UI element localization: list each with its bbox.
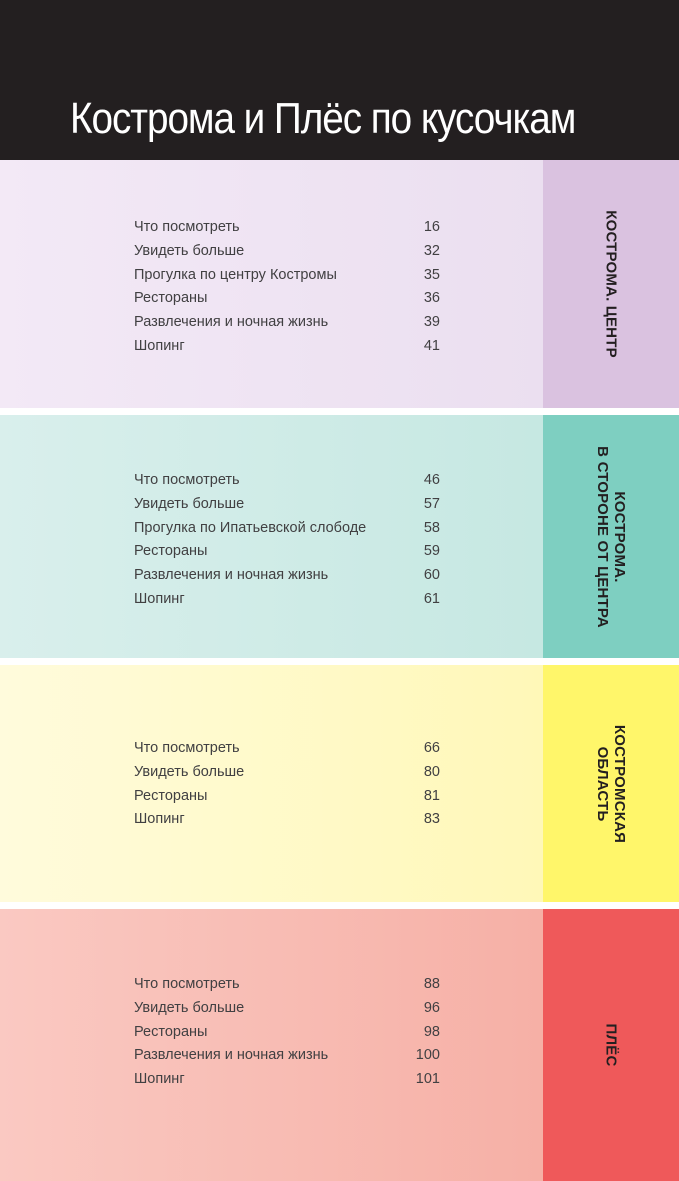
toc-item-page: 81	[423, 787, 440, 804]
toc-item-label: Увидеть больше	[134, 999, 245, 1016]
toc-item-page: 96	[423, 999, 440, 1016]
toc-list	[134, 216, 440, 359]
toc-item-label: Рестораны	[134, 787, 208, 804]
toc-item-page: 39	[423, 314, 440, 331]
toc-item-page: 32	[423, 242, 440, 259]
toc-item-label: Шопинг	[134, 811, 185, 828]
section-tab-label	[594, 724, 628, 842]
toc-item[interactable]	[134, 1021, 440, 1045]
toc-item[interactable]	[134, 469, 440, 493]
toc-list	[134, 973, 440, 1092]
toc-item[interactable]	[134, 264, 440, 288]
toc-item-label: Увидеть больше	[134, 495, 245, 512]
toc-item-label: Шопинг	[134, 590, 185, 607]
toc-item[interactable]	[134, 564, 440, 588]
toc-item-page: 80	[423, 763, 440, 780]
toc-item[interactable]	[134, 517, 440, 541]
toc-item[interactable]	[134, 588, 440, 612]
toc-item[interactable]	[134, 240, 440, 264]
section-ples	[0, 909, 679, 1181]
tab-label-line: ОБЛАСТЬ	[594, 746, 611, 821]
header-bar	[0, 0, 679, 160]
section-kostroma-center	[0, 160, 679, 408]
toc-item[interactable]	[134, 1068, 440, 1092]
toc-list	[134, 737, 440, 832]
tab-label-line: КОСТРОМСКАЯ	[611, 724, 628, 843]
tab-label-line: ПЛЁС	[602, 1023, 620, 1067]
toc-item[interactable]	[134, 808, 440, 832]
section-tab[interactable]	[543, 160, 679, 408]
toc-item-page: 35	[423, 266, 440, 283]
toc-item-page: 66	[423, 740, 440, 756]
toc-item-page: 59	[423, 543, 440, 560]
toc-item-label: Развлечения и ночная жизнь	[134, 567, 329, 584]
section-body	[0, 415, 543, 658]
toc-item-page: 16	[423, 219, 440, 235]
toc-item-page: 100	[415, 1047, 440, 1064]
toc-item-page: 36	[423, 290, 440, 307]
toc-item-label: Что посмотреть	[134, 976, 240, 992]
toc-item-label: Что посмотреть	[134, 219, 240, 235]
tab-label-line: КОСТРОМА.	[611, 490, 628, 583]
section-body	[0, 909, 543, 1181]
toc-item-label: Прогулка по Ипатьевской слободе	[134, 519, 367, 536]
toc-item-page: 98	[423, 1023, 440, 1040]
toc-item-page: 61	[423, 590, 440, 607]
toc-item-page: 88	[423, 976, 440, 992]
section-tab[interactable]	[543, 415, 679, 658]
section-body	[0, 160, 543, 408]
toc-item-label: Увидеть больше	[134, 242, 245, 259]
toc-item[interactable]	[134, 785, 440, 809]
section-tab[interactable]	[543, 909, 679, 1181]
section-kostroma-region	[0, 665, 679, 902]
section-tab-label	[603, 1024, 620, 1067]
tab-label-line: В СТОРОНЕ ОТ ЦЕНТРА	[594, 445, 611, 628]
section-tab[interactable]	[543, 665, 679, 902]
toc-item-label: Увидеть больше	[134, 763, 245, 780]
toc-item-label: Шопинг	[134, 337, 185, 354]
toc-item[interactable]	[134, 1044, 440, 1068]
page-title: Кострома и Плёс по кусочкам	[70, 94, 576, 143]
toc-item-label: Шопинг	[134, 1071, 185, 1088]
toc-item-label: Прогулка по центру Костромы	[134, 266, 337, 283]
tab-label-line: КОСТРОМА. ЦЕНТР	[602, 210, 620, 358]
toc-item[interactable]	[134, 973, 440, 997]
section-kostroma-outskirts	[0, 415, 679, 658]
toc-item-label: Развлечения и ночная жизнь	[134, 314, 329, 331]
toc-item-page: 57	[423, 495, 440, 512]
toc-item-page: 101	[415, 1071, 440, 1088]
toc-item[interactable]	[134, 335, 440, 359]
toc-item[interactable]	[134, 493, 440, 517]
toc-list	[134, 469, 440, 612]
toc-item[interactable]	[134, 311, 440, 335]
toc-item-label: Развлечения и ночная жизнь	[134, 1047, 329, 1064]
toc-item-page: 60	[423, 567, 440, 584]
toc-item[interactable]	[134, 997, 440, 1021]
toc-item-page: 46	[423, 472, 440, 488]
toc-item[interactable]	[134, 761, 440, 785]
toc-item-page: 58	[423, 519, 440, 536]
section-body	[0, 665, 543, 902]
toc-item-label: Рестораны	[134, 1023, 208, 1040]
toc-item[interactable]	[134, 737, 440, 761]
toc-item-label: Рестораны	[134, 543, 208, 560]
toc-item-page: 83	[423, 811, 440, 828]
toc-item[interactable]	[134, 540, 440, 564]
toc-item-page: 41	[423, 337, 440, 354]
toc-item-label: Что посмотреть	[134, 472, 240, 488]
toc-item[interactable]	[134, 216, 440, 240]
section-tab-label	[603, 210, 620, 358]
toc-item[interactable]	[134, 287, 440, 311]
section-tab-label	[594, 446, 628, 628]
toc-item-label: Рестораны	[134, 290, 208, 307]
toc-item-label: Что посмотреть	[134, 740, 240, 756]
